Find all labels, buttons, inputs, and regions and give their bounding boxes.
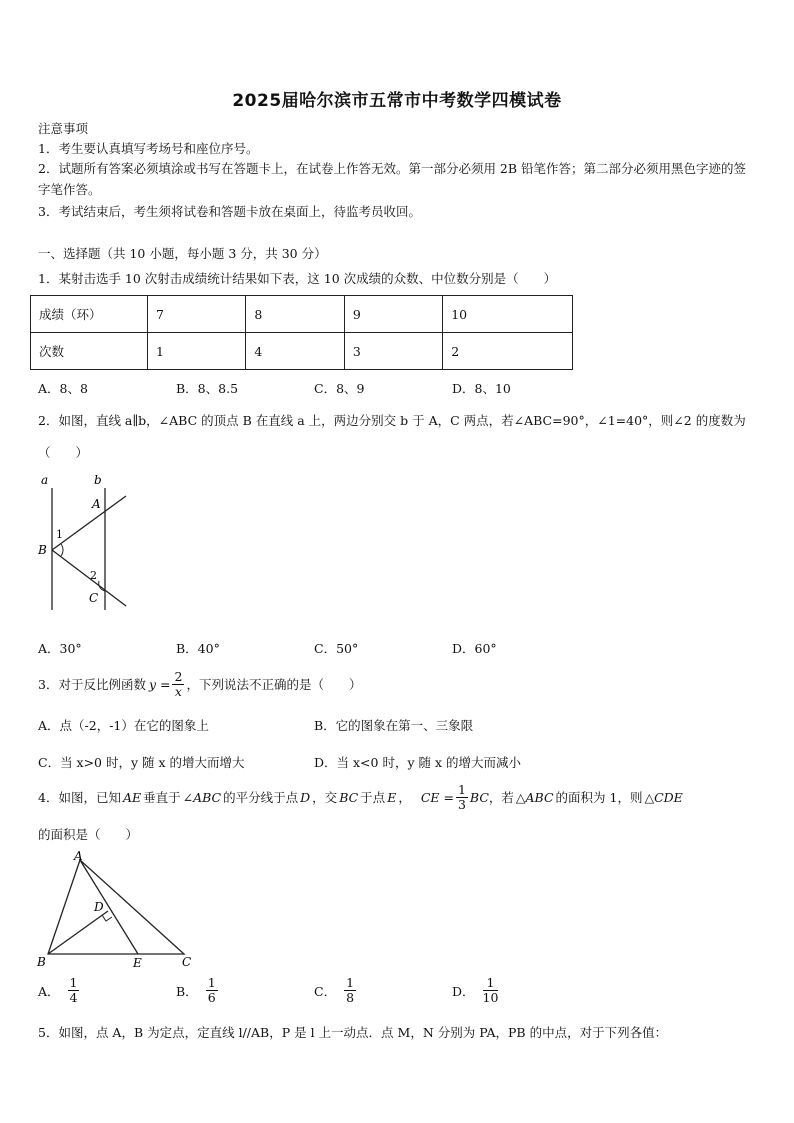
q2-figure — [34, 470, 134, 625]
q3-fraction — [172, 670, 184, 699]
q3-stem-before: 3．对于反比例函数 — [38, 677, 146, 692]
q2-stem: 2．如图，直线 a∥b，∠ABC 的顶点 B 在直线 a 上，两边分别交 b 于 A，C 两点，若∠ABC=90°，∠1=40°，则∠2 的度数为（ ） — [38, 413, 746, 460]
option-fraction — [344, 976, 356, 1005]
label-a: a — [41, 473, 49, 487]
q4-option-a — [38, 976, 81, 1005]
notice-heading: 注意事项 — [38, 121, 89, 136]
option-letter: D． — [452, 983, 475, 999]
q2-option-b: B．40° — [176, 641, 220, 656]
frac-den: 4 — [69, 990, 78, 1005]
q3-y-eq: y = — [148, 676, 171, 692]
option-letter: B． — [176, 983, 198, 999]
table-cell: 4 — [246, 333, 344, 370]
q1-option-a: A．8、8 — [38, 381, 88, 396]
option-fraction — [68, 976, 80, 1005]
frac-num: 1 — [207, 975, 216, 990]
q3-option-d: D．当 x<0 时，y 随 x 的增大而减小 — [314, 755, 521, 770]
q4-ae: AE — [122, 789, 142, 805]
label-point-d: D — [94, 900, 104, 914]
label-point-c: C — [182, 955, 192, 969]
label-b: b — [94, 473, 102, 487]
q2-option-a: A．30° — [38, 641, 82, 656]
q2-option-c: C．50° — [314, 641, 359, 656]
q4-text: 的面积为 1，则 — [555, 790, 643, 805]
table-cell: 3 — [344, 333, 442, 370]
table-cell: 成绩（环） — [31, 296, 148, 333]
q4-text: 于点 — [360, 790, 386, 805]
table-row — [31, 296, 573, 333]
q4-ce-bc: BC — [469, 789, 489, 805]
q4-option-b — [176, 976, 220, 1005]
table-cell: 2 — [443, 333, 573, 370]
option-fraction — [483, 976, 499, 1005]
q3-option-c: C．当 x>0 时，y 随 x 的增大而增大 — [38, 755, 245, 770]
q4-d: D — [300, 789, 311, 805]
notice-item-3: 3．考试结束后，考生须将试卷和答题卡放在桌面上，待监考员收回。 — [38, 204, 421, 219]
q4-option-d — [452, 976, 500, 1005]
notice-item-2: 2．试题所有答案必须填涂或书写在答题卡上，在试卷上作答无效。第一部分必须用 2B 铅笔作答；第二部分必须用黑色字迹的签字笔作答。 — [38, 161, 747, 197]
q5-stem: 5．如图，点 A，B 为定点，定直线 l//AB，P 是 l 上一动点．点 M，N 分别为 PA，PB 的中点，对于下列各值： — [38, 1025, 668, 1040]
frac-num: 1 — [483, 976, 499, 991]
frac-num: 1 — [346, 975, 355, 990]
label-angle-2: 2 — [90, 569, 97, 582]
q4-tri-cde: △CDE — [644, 789, 683, 805]
label-point-a: A — [74, 849, 83, 863]
option-fraction — [206, 976, 218, 1005]
label-point-b: B — [38, 543, 47, 557]
q2-option-d: D．60° — [452, 641, 497, 656]
q4-text: ，若 — [488, 790, 514, 805]
notice-item-1: 1．考生要认真填写考场号和座位序号。 — [38, 141, 259, 156]
label-point-a: A — [92, 497, 101, 511]
q4-stem — [38, 778, 683, 816]
label-point-e: E — [133, 956, 142, 970]
q4-option-c — [314, 976, 358, 1005]
table-cell: 10 — [443, 296, 573, 333]
q4-text: 的平分线于点 — [223, 790, 299, 805]
score-table — [30, 295, 573, 370]
option-letter: C． — [314, 983, 337, 999]
table-cell: 1 — [148, 333, 246, 370]
q1-option-b: B．8、8.5 — [176, 381, 239, 396]
table-cell: 9 — [344, 296, 442, 333]
table-cell: 7 — [148, 296, 246, 333]
q4-ce-eq: CE = — [420, 789, 454, 805]
table-cell: 次数 — [31, 333, 148, 370]
q3-stem-after: ，下列说法不正确的是（ ） — [186, 677, 362, 692]
q4-ce-num: 1 — [457, 781, 466, 797]
option-letter: A． — [38, 983, 60, 999]
q4-text: ， — [398, 790, 411, 805]
q4-text: 4．如图，已知 — [38, 790, 121, 805]
q4-figure — [32, 848, 202, 970]
q3-frac-den: x — [174, 683, 182, 699]
q4-bc: BC — [339, 789, 359, 805]
q3-option-a: A．点（-2，-1）在它的图象上 — [38, 718, 209, 733]
q4-angle-abc: ∠ABC — [182, 789, 222, 805]
page-title: 2025届哈尔滨市五常市中考数学四模试卷 — [232, 91, 562, 111]
label-point-c: C — [89, 591, 99, 605]
q4-ce-den: 3 — [457, 796, 466, 812]
q3-frac-num: 2 — [174, 668, 183, 684]
frac-den: 8 — [346, 990, 355, 1005]
frac-den: 6 — [207, 990, 216, 1005]
frac-num: 1 — [69, 975, 78, 990]
q1-option-c: C．8、9 — [314, 381, 365, 396]
q4-text: 垂直于 — [143, 790, 181, 805]
q4-tri-abc: △ABC — [515, 789, 554, 805]
label-angle-1: 1 — [56, 528, 63, 541]
section-heading: 一、选择题（共 10 小题，每小题 3 分，共 30 分） — [38, 246, 327, 261]
frac-den: 10 — [482, 990, 499, 1005]
table-row — [31, 333, 573, 370]
q1-stem: 1．某射击选手 10 次射击成绩统计结果如下表，这 10 次成绩的众数、中位数分别是（ ） — [38, 271, 557, 286]
q3-stem — [38, 665, 361, 703]
table-cell: 8 — [246, 296, 344, 333]
q1-option-d: D．8、10 — [452, 381, 511, 396]
q4-e: E — [387, 789, 397, 805]
q4-text: ，交 — [312, 790, 338, 805]
q3-option-b: B．它的图象在第一、三象限 — [314, 718, 474, 733]
label-point-b: B — [37, 955, 46, 969]
q4-ce-fraction — [456, 783, 468, 812]
q4-stem-line2: 的面积是（ ） — [38, 827, 139, 842]
